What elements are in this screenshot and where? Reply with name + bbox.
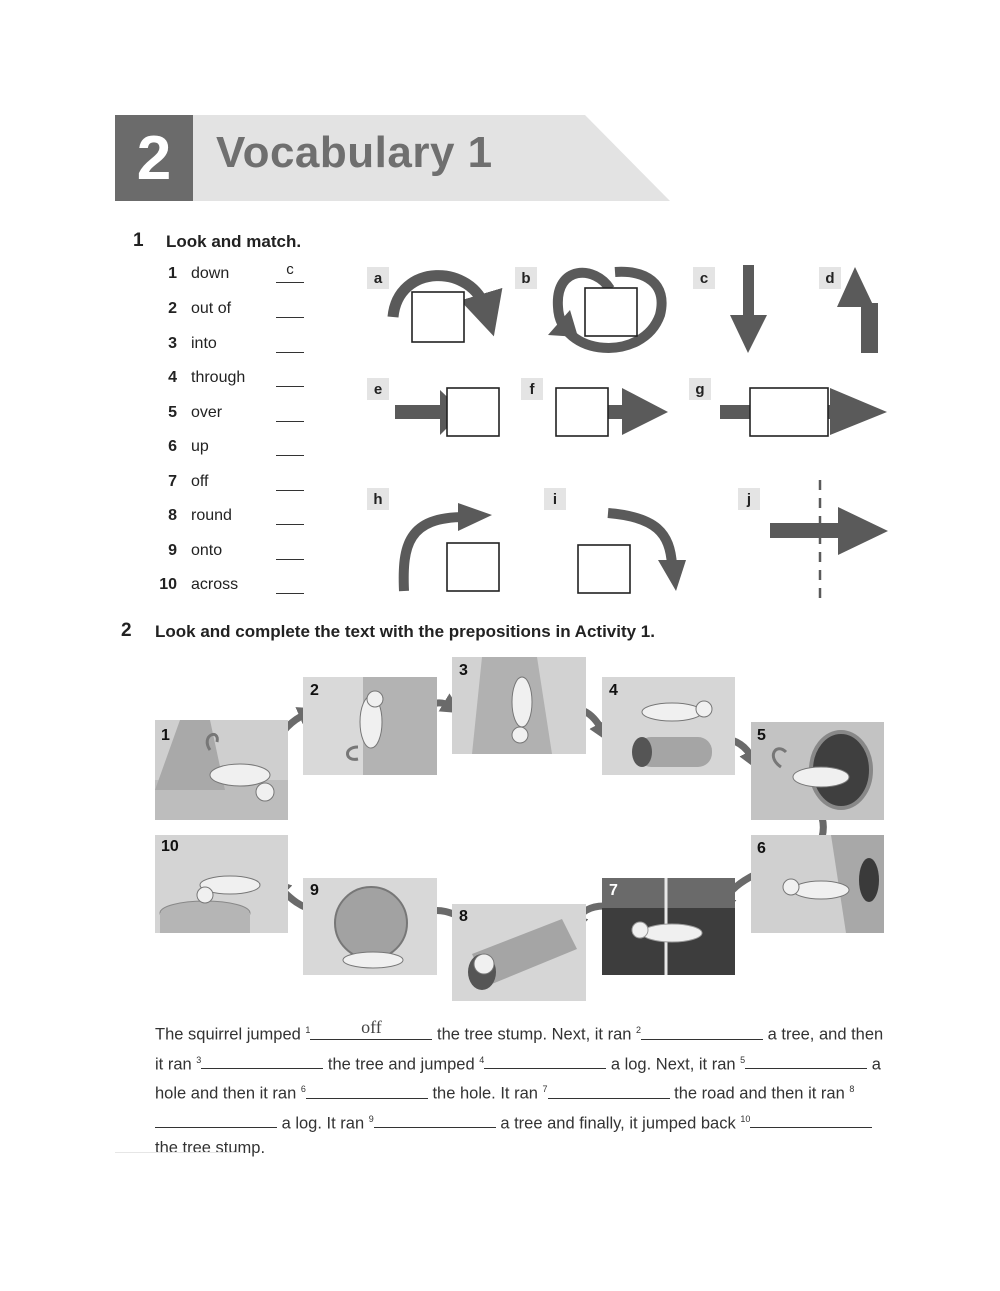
answer-blank-9[interactable] <box>374 1111 496 1128</box>
blank-number: 7 <box>542 1084 548 1094</box>
diagram-onto-icon <box>404 503 499 591</box>
match-item-5 <box>150 404 320 426</box>
story-picture-8 <box>452 904 586 1001</box>
story-picture-6 <box>751 835 884 933</box>
text-segment: a log. Next, it ran <box>606 1055 741 1073</box>
answer-blank-4[interactable] <box>484 1052 606 1069</box>
match-item-10 <box>150 576 320 598</box>
match-item-number: 8 <box>168 507 177 524</box>
answer-blank-5[interactable] <box>745 1052 867 1069</box>
diagram-into-icon <box>395 388 499 436</box>
answer-blank-6[interactable] <box>306 1082 428 1099</box>
unit-number: 2 <box>136 123 172 193</box>
match-item-number: 10 <box>159 576 177 593</box>
match-item-number: 7 <box>168 473 177 490</box>
picture-number-8: 8 <box>459 908 468 925</box>
text-segment: the tree and jumped <box>323 1055 480 1073</box>
diagram-label-j: j <box>738 488 760 510</box>
blank-number: 9 <box>368 1113 374 1124</box>
answer-blank-10[interactable] <box>750 1111 872 1128</box>
answer-line[interactable] <box>276 559 304 560</box>
answer-line[interactable] <box>276 455 304 456</box>
match-item-word: onto <box>191 542 223 559</box>
match-answer[interactable]: c <box>286 261 294 278</box>
diagram-label-i: i <box>544 488 566 510</box>
diagram-out-of-icon <box>556 388 668 436</box>
diagram-up-icon <box>837 267 878 353</box>
answer-line[interactable] <box>276 386 304 387</box>
activity-1-instruction: Look and match. <box>166 232 302 251</box>
blank-answer: off <box>361 1016 382 1037</box>
story-picture-1 <box>155 720 288 820</box>
text-segment: the hole. It ran <box>427 1084 543 1103</box>
answer-line[interactable] <box>276 421 304 422</box>
answer-line[interactable] <box>276 282 304 283</box>
footer-divider <box>115 1152 240 1153</box>
diagram-through-icon <box>720 388 887 436</box>
diagram-label-b: b <box>515 267 537 289</box>
text-segment: a hole and then it ran <box>155 1055 881 1103</box>
match-item-number: 4 <box>168 369 177 386</box>
diagram-round-icon <box>548 272 662 348</box>
match-item-number: 1 <box>168 265 177 282</box>
diagram-label-g: g <box>689 378 711 400</box>
match-item-number: 9 <box>168 542 177 559</box>
diagram-label-f: f <box>521 378 543 400</box>
match-item-word: through <box>191 369 246 386</box>
match-item-word: off <box>191 473 209 490</box>
preposition-diagrams <box>360 255 900 605</box>
diagram-label-d: d <box>819 267 841 289</box>
match-item-word: out of <box>191 300 232 317</box>
answer-blank-3[interactable] <box>201 1052 323 1069</box>
story-picture-5 <box>751 722 884 820</box>
blank-number: 10 <box>740 1113 751 1124</box>
match-item-word: into <box>191 335 217 352</box>
match-item-7 <box>150 473 320 495</box>
blank-number: 4 <box>479 1054 485 1065</box>
text-segment: The squirrel jumped <box>155 1025 306 1044</box>
match-item-word: round <box>191 507 232 524</box>
picture-number-1: 1 <box>161 727 170 744</box>
answer-blank-8[interactable] <box>155 1111 277 1128</box>
answer-line[interactable] <box>276 490 304 491</box>
match-item-2 <box>150 300 320 322</box>
answer-line[interactable] <box>276 593 304 594</box>
match-item-number: 6 <box>168 438 177 455</box>
text-segment: a tree, and then it ran <box>155 1025 884 1073</box>
picture-number-4: 4 <box>609 682 618 699</box>
match-item-word: up <box>191 438 209 455</box>
match-item-9 <box>150 542 320 564</box>
match-item-word: down <box>191 265 230 282</box>
match-item-8 <box>150 507 320 529</box>
match-item-6 <box>150 438 320 460</box>
answer-blank-2[interactable] <box>641 1023 763 1040</box>
diagram-label-h: h <box>367 488 389 510</box>
story-picture-7 <box>602 878 735 975</box>
match-item-4 <box>150 369 320 391</box>
picture-number-3: 3 <box>459 662 468 679</box>
match-item-number: 5 <box>168 404 177 421</box>
blank-number: 1 <box>305 1025 311 1035</box>
match-item-number: 3 <box>168 335 177 352</box>
blank-number: 3 <box>196 1054 202 1065</box>
text-segment: the road and then it ran <box>669 1084 850 1103</box>
blank-number: 2 <box>636 1025 642 1035</box>
blank-number: 6 <box>300 1084 306 1094</box>
story-picture-9 <box>303 878 437 975</box>
picture-number-10: 10 <box>161 838 179 855</box>
text-segment: the tree stump. Next, it ran <box>432 1025 637 1044</box>
blank-number: 8 <box>849 1084 855 1094</box>
answer-blank-7[interactable] <box>548 1082 670 1099</box>
activity-2-number: 2 <box>121 620 132 641</box>
diagram-label-c: c <box>693 267 715 289</box>
story-picture-2 <box>303 677 437 775</box>
picture-number-5: 5 <box>757 727 766 744</box>
picture-number-6: 6 <box>757 840 766 857</box>
answer-line[interactable] <box>276 524 304 525</box>
blank-number: 5 <box>740 1054 746 1065</box>
gap-fill-text <box>155 1018 885 1161</box>
text-segment: a log. It ran <box>277 1114 369 1132</box>
picture-number-2: 2 <box>310 682 319 699</box>
story-picture-3 <box>452 657 586 754</box>
diagram-down-icon <box>730 265 767 353</box>
diagram-across-icon <box>770 480 888 600</box>
diagram-label-e: e <box>367 378 389 400</box>
match-item-word: across <box>191 576 239 593</box>
story-picture-4 <box>602 677 735 775</box>
diagram-off-icon <box>578 513 686 593</box>
answer-line[interactable] <box>276 317 304 318</box>
activity-1-number: 1 <box>133 230 144 251</box>
activity-2-instruction: Look and complete the text with the prepositions in Activity 1. <box>155 622 655 641</box>
text-segment: the tree stump. <box>155 1139 266 1157</box>
text-segment: a tree and finally, it jumped back <box>495 1114 741 1132</box>
match-item-number: 2 <box>168 300 177 317</box>
picture-number-7: 7 <box>609 882 618 899</box>
page-title: Vocabulary 1 <box>216 128 493 177</box>
answer-blank-1[interactable] <box>310 1016 432 1040</box>
match-item-3 <box>150 335 320 357</box>
picture-number-9: 9 <box>310 882 319 899</box>
match-item-1 <box>150 261 320 287</box>
answer-line[interactable] <box>276 352 304 353</box>
diagram-label-a: a <box>367 267 389 289</box>
diagram-over-icon <box>393 276 486 342</box>
match-item-word: over <box>191 404 223 421</box>
